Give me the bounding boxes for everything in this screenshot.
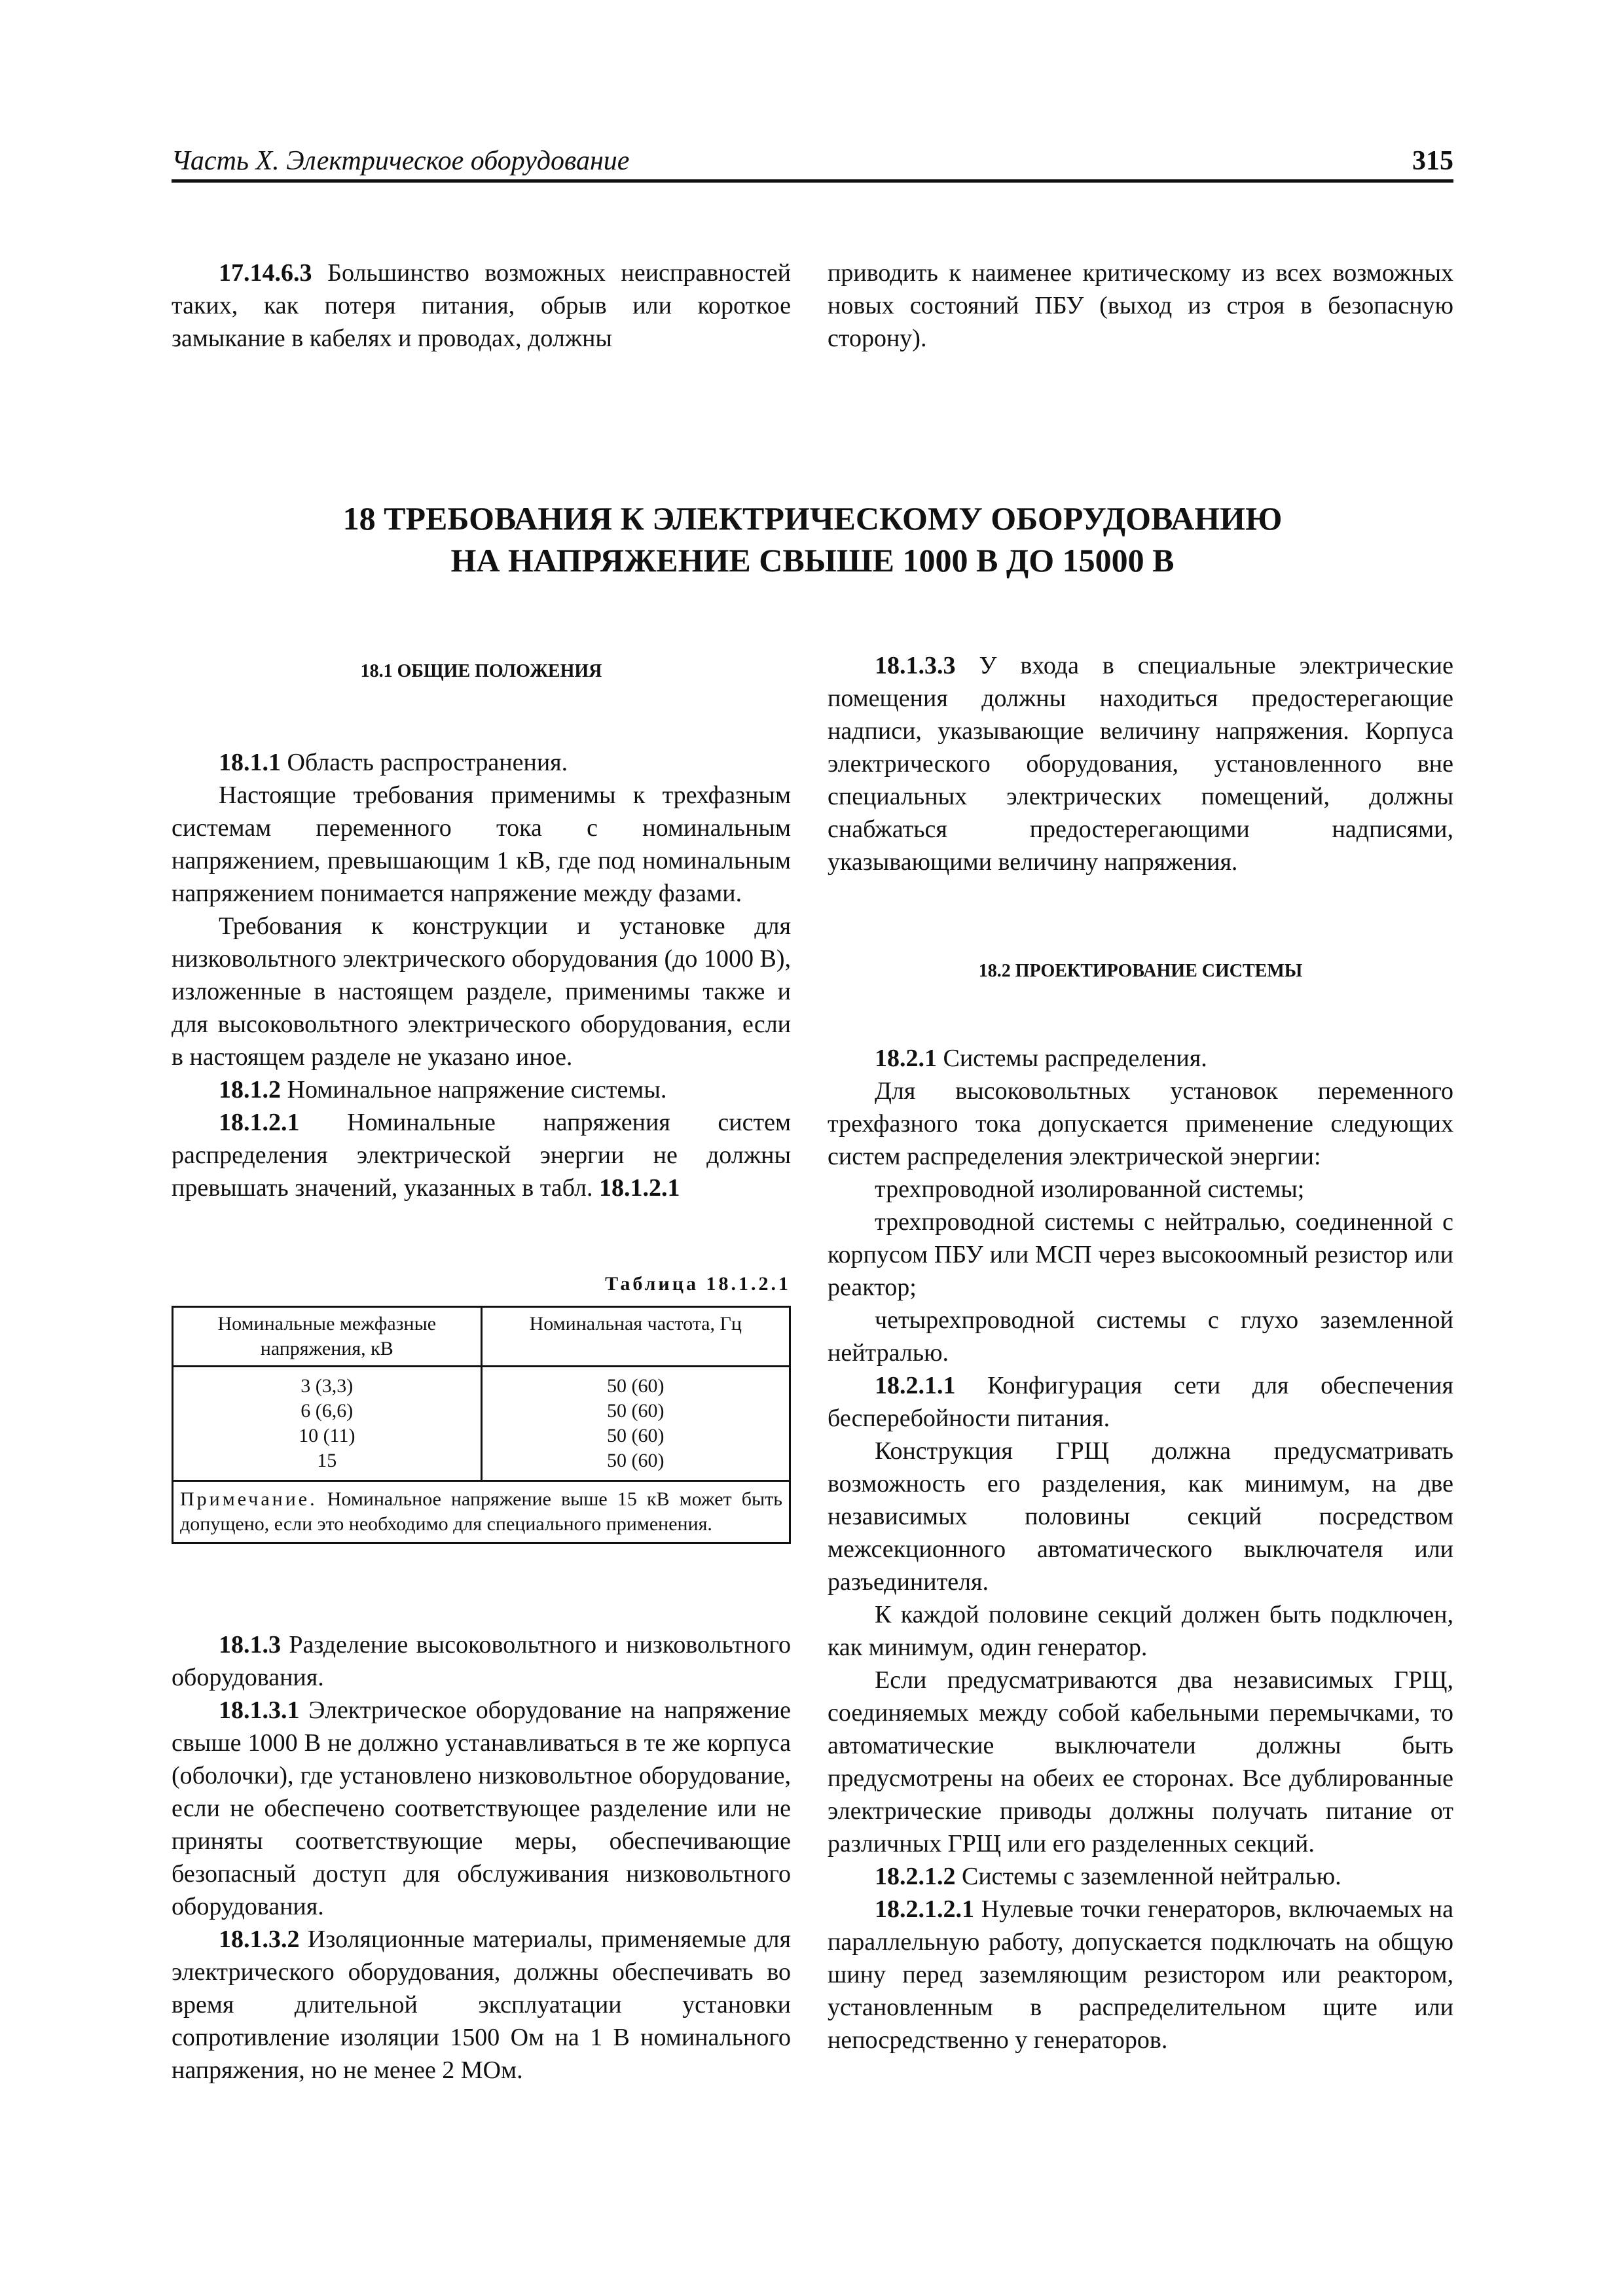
- clause-title: Область распространения.: [281, 749, 568, 776]
- clause-text: Большинство возможных неисправностей таких, как потеря питания, обрыв или короткое замыкание в кабелях и проводах, должны: [172, 259, 791, 352]
- clause-number: 18.2.1.2: [875, 1863, 956, 1890]
- table-cell-value: 10 (11): [299, 1425, 356, 1446]
- paragraph: Требования к конструкции и установке для низковольтного электрического оборудования (до 1000 В), изложенные в настоящем разделе, применимы также и для высоковольтного электрического оборудования, если в настоящем разделе не указано иное.: [172, 912, 791, 1071]
- top-left-paragraph: [172, 257, 791, 355]
- table-header-frequency: Номинальная частота, Гц: [481, 1307, 790, 1367]
- clause-number: 18.1.2: [219, 1076, 281, 1103]
- list-item: трехпроводной изолированной системы;: [875, 1175, 1305, 1203]
- table-header-voltage: Номинальные межфазные напряжения, кВ: [173, 1307, 482, 1367]
- clause-number: 18.1.3.1: [219, 1696, 300, 1724]
- section-heading-18-2: 18.2 ПРОЕКТИРОВАНИЕ СИСТЕМЫ: [978, 961, 1303, 981]
- clause-title: Системы с заземленной нейтралью.: [955, 1863, 1341, 1890]
- chapter-title-line1: 18 ТРЕБОВАНИЯ К ЭЛЕКТРИЧЕСКОМУ ОБОРУДОВАНИЮ: [342, 500, 1283, 537]
- table-frequency-cell: [481, 1367, 790, 1481]
- paragraph: К каждой половине секций должен быть подключен, как минимум, один генератор.: [828, 1601, 1453, 1661]
- table-note-label: Примечание.: [180, 1488, 318, 1510]
- clause-number: 18.2.1.1: [875, 1372, 956, 1399]
- running-header-title: Часть X. Электрическое оборудование: [172, 146, 630, 176]
- clause-number: 18.1.3: [219, 1631, 281, 1659]
- right-column-lower: [828, 1042, 1453, 2056]
- table-caption: Таблица 18.1.2.1: [605, 1273, 791, 1295]
- page-number: 315: [1412, 146, 1453, 176]
- table-note-text: Номинальное напряжение выше 15 кВ может быть допущено, если это необходимо для специального применения.: [180, 1488, 782, 1535]
- right-column-upper: [828, 649, 1453, 878]
- header-rule: [172, 179, 1453, 183]
- voltage-table: [172, 1306, 791, 1544]
- paragraph: Для высоковольтных установок переменного трехфазного тока допускается применение следующих систем распределения электрической энергии:: [828, 1077, 1453, 1170]
- top-right-paragraph: [828, 257, 1453, 355]
- list-item: трехпроводной системы с нейтралью, соединенной с корпусом ПБУ или МСП через высокоомный резистор или реактор;: [828, 1208, 1453, 1301]
- clause-number: 18.2.1: [875, 1045, 937, 1072]
- table-cell-value: 50 (60): [607, 1375, 665, 1397]
- table-cell-value: 6 (6,6): [301, 1400, 354, 1422]
- left-column-lower-body: [172, 1628, 791, 2087]
- paragraph: Настоящие требования применимы к трехфазным системам переменного тока с номинальным напряжением, превышающим 1 кВ, где под номинальным напряжением понимается напряжение между фазами.: [172, 781, 791, 907]
- chapter-title: [172, 497, 1453, 581]
- clause-number: 18.2.1.2.1: [875, 1895, 974, 1923]
- clause-number: 18.1.3.2: [219, 1926, 300, 1953]
- table-cell-value: 3 (3,3): [301, 1375, 354, 1397]
- table-cell-value: 15: [317, 1450, 337, 1471]
- table-voltage-cell: [173, 1367, 482, 1481]
- paragraph: Если предусматриваются два независимых ГРЩ, соединяемых между собой кабельными перемычками, то автоматические выключатели должны быть предусмотрены на обеих ее сторонах. Все дублированные электрические приводы должны получать питание от различных ГРЩ или его разделенных секций.: [828, 1666, 1453, 1857]
- clause-text: Изоляционные материалы, применяемые для электрического оборудования, должны обеспечивать во время длительной эксплуатации установки сопротивление изоляции 1500 Ом на 1 В номинального напряжения, но не менее 2 МОм.: [172, 1926, 791, 2084]
- list-item: четырехпроводной системы с глухо заземленной нейтралью.: [828, 1306, 1453, 1367]
- table-cell-value: 50 (60): [607, 1400, 665, 1422]
- paragraph: Конструкция ГРЩ должна предусматривать возможность его разделения, как минимум, на две независимых половины секций посредством межсекционного автоматического выключателя или разъединителя.: [828, 1437, 1453, 1596]
- table-reference: 18.1.2.1: [599, 1174, 680, 1202]
- table-note: [173, 1481, 790, 1543]
- clause-number: 18.1.3.3: [875, 652, 956, 679]
- section-heading-18-1: 18.1 ОБЩИЕ ПОЛОЖЕНИЯ: [360, 661, 602, 681]
- table-cell-value: 50 (60): [607, 1450, 665, 1471]
- left-column-body: [172, 746, 791, 1204]
- clause-text: Электрическое оборудование на напряжение свыше 1000 В не должно устанавливаться в те же корпуса (оболочки), где установлено низковольтное оборудование, если не обеспечено соответствующее разделение или не приняты соответствующие меры, обеспечивающие безопасный доступ для обслуживания низковольтного оборудования.: [172, 1696, 791, 1920]
- clause-number: 18.1.2.1: [219, 1109, 300, 1136]
- table-cell-value: 50 (60): [607, 1425, 665, 1446]
- clause-number: 17.14.6.3: [219, 259, 312, 287]
- clause-title: Разделение высоковольтного и низковольтного оборудования.: [172, 1631, 791, 1691]
- clause-text: Номинальные напряжения систем распределения электрической энергии не должны превышать значений, указанных в табл.: [172, 1109, 791, 1202]
- clause-title: Номинальное напряжение системы.: [281, 1076, 667, 1103]
- clause-text: У входа в специальные электрические помещения должны находиться предостерегающие надписи, указывающие величину напряжения. Корпуса электрического оборудования, установленного вне специальных электрических помещений, должны снабжаться предостерегающими надписями, указывающими величину напряжения.: [828, 652, 1453, 876]
- clause-number: 18.1.1: [219, 749, 281, 776]
- clause-text: Нулевые точки генераторов, включаемых на параллельную работу, допускается подключать на общую шину перед заземляющим резистором или реактором, установленным в распределительном щите или непосредственно у генераторов.: [828, 1895, 1453, 2054]
- chapter-title-line2: НА НАПРЯЖЕНИЕ СВЫШЕ 1000 В ДО 15000 В: [450, 542, 1175, 579]
- continuation-text: приводить к наименее критическому из всех возможных новых состояний ПБУ (выход из строя в безопасную сторону).: [828, 259, 1453, 352]
- clause-title: Системы распределения.: [937, 1045, 1207, 1072]
- clause-text: Конфигурация сети для обеспечения бесперебойности питания.: [828, 1372, 1453, 1432]
